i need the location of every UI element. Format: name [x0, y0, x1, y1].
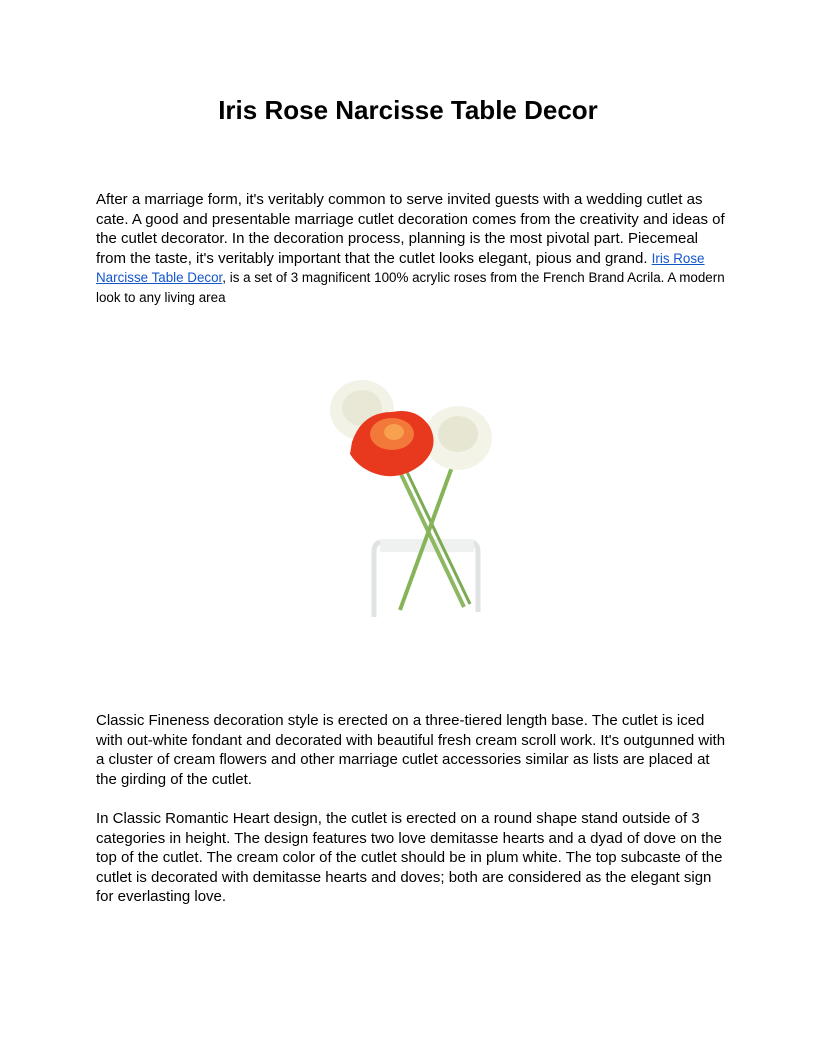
- product-link[interactable]: Iris Rose Narcisse Table Decor: [96, 250, 705, 286]
- romantic-heart-paragraph: In Classic Romantic Heart design, the cutlet is erected on a round shape stand outside of 3 categories in height. The design features two love demitasse hearts and a dyad of dove on the top of the cutlet. The cream color of the cutlet should be in plum white. The top subcaste of the cutlet is decorated with demitasse hearts and doves; both are considered as the elegant sign for everlasting love.: [96, 810, 723, 906]
- page-title: Iris Rose Narcisse Table Decor: [218, 95, 598, 125]
- intro-tail-text: , is a set of 3 magnificent 100% acrylic roses from the French Brand Acrila. A modern look to any living area: [96, 270, 725, 305]
- intro-text: After a marriage form, it's veritably common to serve invited guests with a wedding cutlet as cate. A good and presentable marriage cutlet decoration comes from the creativity and ideas of the cutlet decorator. In the decoration process, planning is the most pivotal part. Piecemeal from the taste, it's veritably important that the cutlet looks elegant, pious and grand.: [96, 191, 725, 267]
- intro-paragraph: [96, 190, 726, 308]
- rose-vase-image: [322, 372, 498, 628]
- fineness-paragraph: Classic Fineness decoration style is erected on a three-tiered length base. The cutlet is iced with out-white fondant and decorated with beautiful fresh cream scroll work. It's outgunned with a cluster of cream flowers and other marriage cutlet accessories similar as lists are placed at the girding of the cutlet.: [96, 712, 726, 788]
